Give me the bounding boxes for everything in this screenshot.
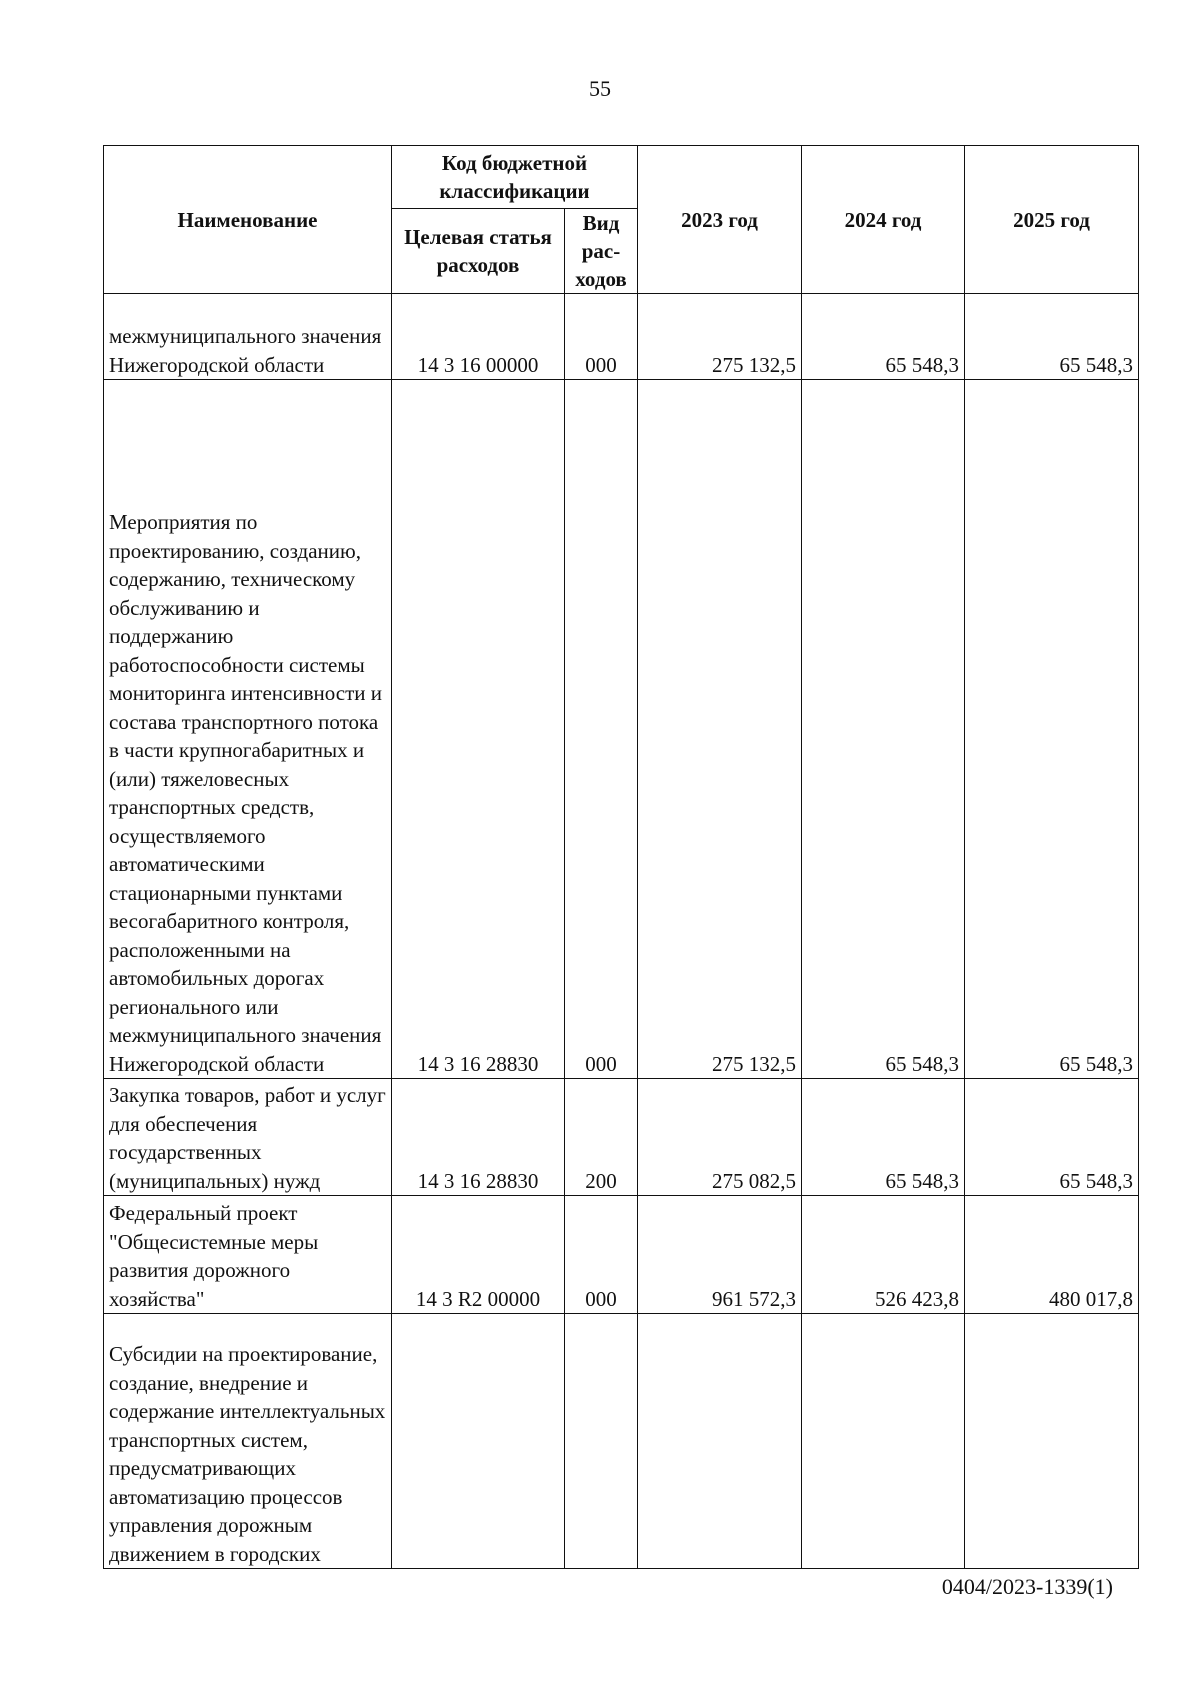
row-expense-type: 000 bbox=[565, 380, 638, 1079]
row-value-2025 bbox=[965, 1314, 1139, 1569]
row-value-2024: 526 423,8 bbox=[802, 1196, 965, 1314]
header-budget-code: Код бюджетной классификации bbox=[392, 146, 638, 209]
row-value-2024: 65 548,3 bbox=[802, 380, 965, 1079]
table-row bbox=[104, 1196, 1139, 1314]
row-value-2024: 65 548,3 bbox=[802, 1079, 965, 1196]
row-name: Субсидии на проектирование, создание, внедрение и содержание интеллектуальных транспортных систем, предусматривающих автоматизацию процессов управления дорожным движением в городских bbox=[104, 1314, 392, 1569]
row-name: Мероприятия по проектированию, созданию, содержанию, техническому обслуживанию и поддержанию работоспособности системы мониторинга интенсивности и состава транспортного потока в части крупногабаритных и (или) тяжеловесных транспортных средств, осуществляемого автоматическими стационарными пунктами весогабаритного контроля, расположенными на автомобильных дорогах регионального или межмуниципального значения Нижегородской области bbox=[104, 380, 392, 1079]
row-value-2024 bbox=[802, 1314, 965, 1569]
row-name: межмуниципального значения Нижегородской области bbox=[104, 294, 392, 380]
table-row bbox=[104, 294, 1139, 380]
row-target-article bbox=[392, 1314, 565, 1569]
row-expense-type bbox=[565, 1314, 638, 1569]
header-name: Наименование bbox=[104, 146, 392, 294]
row-expense-type: 200 bbox=[565, 1079, 638, 1196]
header-year-2024: 2024 год bbox=[802, 146, 965, 294]
row-value-2025: 480 017,8 bbox=[965, 1196, 1139, 1314]
table-row bbox=[104, 1079, 1139, 1196]
row-target-article: 14 3 16 00000 bbox=[392, 294, 565, 380]
header-year-2023: 2023 год bbox=[638, 146, 802, 294]
row-value-2023: 961 572,3 bbox=[638, 1196, 802, 1314]
row-value-2023: 275 132,5 bbox=[638, 294, 802, 380]
row-name: Закупка товаров, работ и услуг для обеспечения государственных (муниципальных) нужд bbox=[104, 1079, 392, 1196]
header-expense-type: Вид рас-ходов bbox=[565, 209, 638, 294]
header-target-article: Целевая статья расходов bbox=[392, 209, 565, 294]
row-target-article: 14 3 16 28830 bbox=[392, 380, 565, 1079]
budget-table bbox=[103, 145, 1139, 1569]
row-value-2024: 65 548,3 bbox=[802, 294, 965, 380]
row-value-2025: 65 548,3 bbox=[965, 294, 1139, 380]
table-row bbox=[104, 1314, 1139, 1569]
row-value-2025: 65 548,3 bbox=[965, 380, 1139, 1079]
row-value-2023: 275 132,5 bbox=[638, 380, 802, 1079]
row-expense-type: 000 bbox=[565, 1196, 638, 1314]
row-value-2025: 65 548,3 bbox=[965, 1079, 1139, 1196]
row-value-2023: 275 082,5 bbox=[638, 1079, 802, 1196]
table-row bbox=[104, 380, 1139, 1079]
row-expense-type: 000 bbox=[565, 294, 638, 380]
row-target-article: 14 3 16 28830 bbox=[392, 1079, 565, 1196]
document-footer-code: 0404/2023-1339(1) bbox=[941, 1574, 1113, 1599]
row-target-article: 14 3 R2 00000 bbox=[392, 1196, 565, 1314]
row-name: Федеральный проект "Общесистемные меры развития дорожного хозяйства" bbox=[104, 1196, 392, 1314]
row-value-2023 bbox=[638, 1314, 802, 1569]
page-number: 55 bbox=[589, 76, 611, 101]
header-year-2025: 2025 год bbox=[965, 146, 1139, 294]
